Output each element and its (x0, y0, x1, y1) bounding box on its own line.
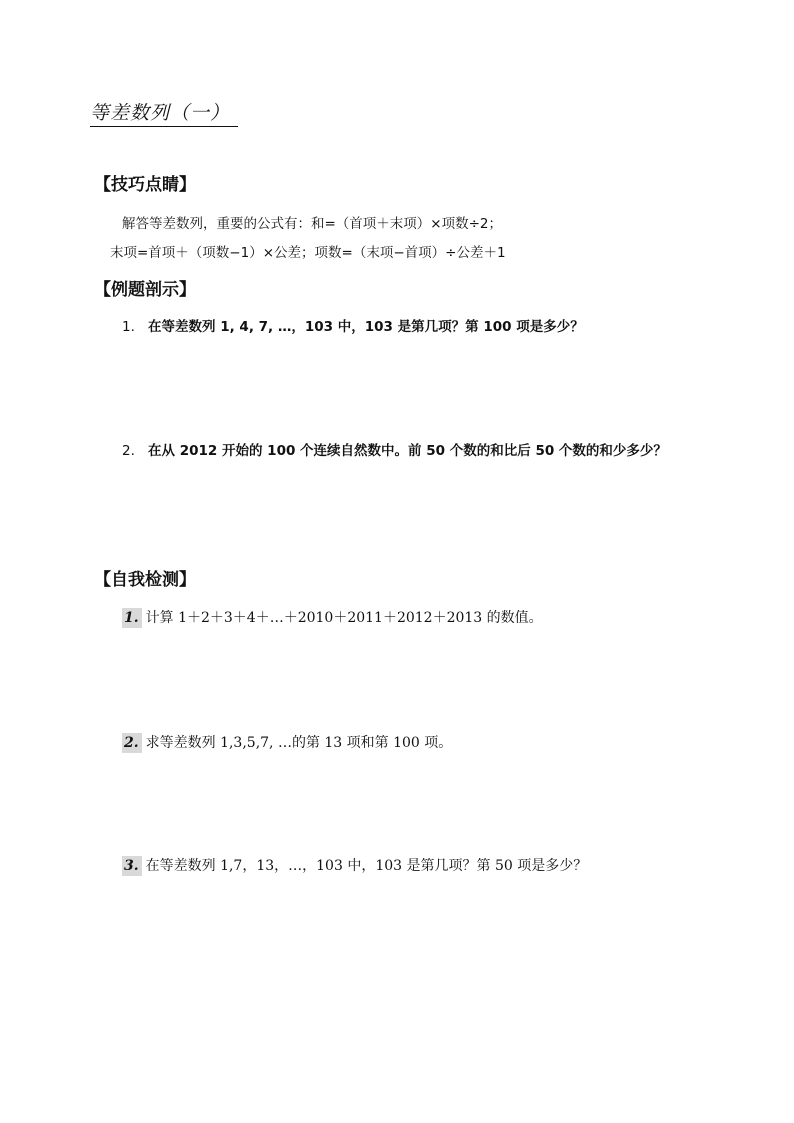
practice-item-1 (122, 608, 543, 628)
practice-text: 计算 1＋2＋3＋4＋…＋2010＋2011＋2012＋2013 的数值。 (145, 610, 543, 626)
tips-line-2: 末项=首项＋（项数−1）×公差；项数=（末项−首项）÷公差＋1 (110, 245, 506, 261)
tips-heading: 【技巧点睛】 (94, 175, 196, 195)
example-text: 在等差数列 1, 4, 7, …，103 中，103 是第几项？第 100 项是多少？ (148, 319, 584, 335)
self-test-heading: 【自我检测】 (94, 570, 196, 590)
tips-line-1: 解答等差数列，重要的公式有：和=（首项＋末项）×项数÷2； (122, 216, 503, 232)
practice-number: 2. (122, 733, 142, 753)
practice-item-3 (122, 856, 587, 876)
page-title: 等差数列（一） (90, 100, 238, 127)
practice-text: 在等差数列 1,7，13，…，103 中，103 是第几项？第 50 项是多少？ (145, 858, 588, 874)
practice-item-2 (122, 733, 452, 753)
example-number: 1. (122, 319, 135, 335)
practice-number: 1. (122, 608, 142, 628)
example-number: 2. (122, 443, 135, 459)
practice-text: 求等差数列 1,3,5,7, …的第 13 项和第 100 项。 (145, 735, 453, 751)
example-item-1 (122, 317, 584, 337)
practice-number: 3. (122, 856, 142, 876)
examples-heading: 【例题剖示】 (94, 280, 196, 300)
example-text: 在从 2012 开始的 100 个连续自然数中。前 50 个数的和比后 50 个数的和少多少？ (148, 443, 667, 459)
example-item-2 (122, 441, 667, 461)
